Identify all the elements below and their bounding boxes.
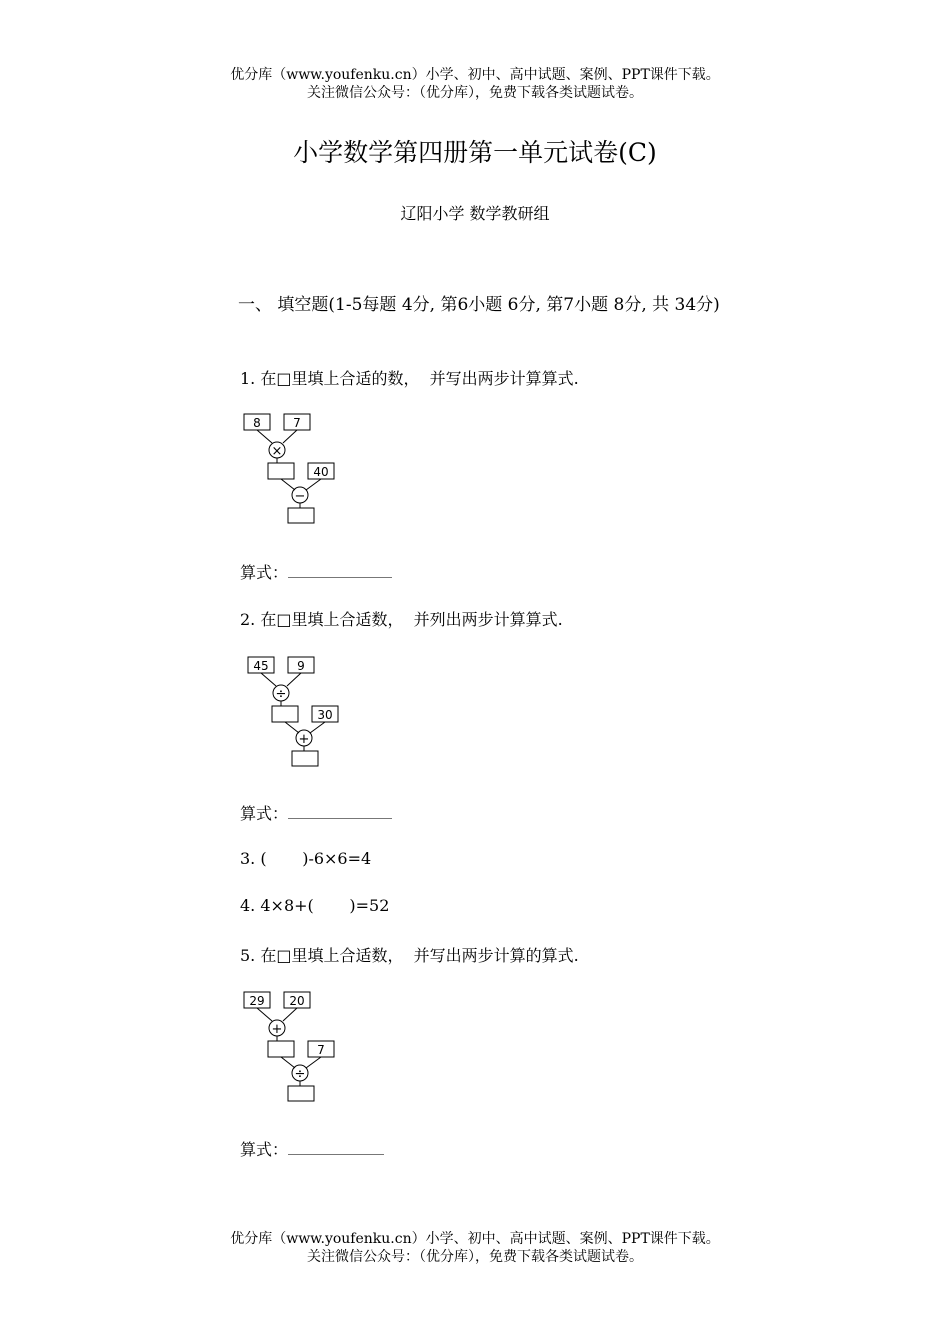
q2-top-left-value: 45 bbox=[253, 659, 269, 673]
q1-final-answer-box bbox=[288, 508, 314, 523]
q5-operator-1: + bbox=[271, 1022, 283, 1037]
q1-operator-1: × bbox=[271, 444, 283, 459]
q5-middle-answer-box bbox=[268, 1041, 294, 1057]
question-1-text: 1. 在□里填上合适的数， 并写出两步计算算式. bbox=[240, 369, 579, 388]
section-heading: 一、 填空题(1-5每题 4分, 第6小题 6分, 第7小题 8分, 共 34分) bbox=[238, 295, 720, 315]
question-5-diagram bbox=[240, 990, 340, 1102]
question-4-text: 4. 4×8+( )=52 bbox=[240, 896, 390, 915]
q1-top-left-value: 8 bbox=[253, 416, 261, 430]
q5-formula-blank[interactable] bbox=[288, 1140, 384, 1155]
q5-top-left-value: 29 bbox=[249, 994, 265, 1008]
question-2-formula-row bbox=[240, 801, 392, 824]
q2-operator-1: ÷ bbox=[275, 687, 287, 702]
q1-top-right-value: 7 bbox=[293, 416, 301, 430]
q2-operator-2: + bbox=[298, 732, 310, 747]
page-title: 小学数学第四册第一单元试卷(C) bbox=[293, 138, 657, 167]
formula-label: 算式： bbox=[240, 1140, 289, 1159]
question-5-formula-row bbox=[240, 1137, 384, 1160]
header-line-2: 关注微信公众号：（优分库），免费下载各类试题试卷。 bbox=[307, 85, 643, 101]
header-line-1: 优分库（www.youfenku.cn）小学、初中、高中试题、案例、PPT课件下载。 bbox=[230, 67, 720, 83]
q5-top-right-value: 20 bbox=[289, 994, 305, 1008]
q2-top-right-value: 9 bbox=[297, 659, 305, 673]
question-1-diagram bbox=[240, 412, 340, 524]
footer-line-2: 关注微信公众号：（优分库），免费下载各类试题试卷。 bbox=[307, 1249, 643, 1265]
formula-label: 算式： bbox=[240, 563, 289, 582]
q1-middle-answer-box bbox=[268, 463, 294, 479]
formula-label: 算式： bbox=[240, 804, 289, 823]
q2-formula-blank[interactable] bbox=[288, 804, 392, 819]
question-1-formula-row bbox=[240, 560, 392, 583]
q1-operator-2: − bbox=[294, 489, 306, 504]
q5-final-answer-box bbox=[288, 1086, 314, 1101]
question-2-text: 2. 在□里填上合适数， 并列出两步计算算式. bbox=[240, 610, 563, 629]
question-3-text: 3. ( )-6×6=4 bbox=[240, 849, 372, 868]
q5-side-value: 7 bbox=[317, 1043, 325, 1057]
question-5-text: 5. 在□里填上合适数， 并写出两步计算的算式. bbox=[240, 946, 579, 965]
q5-operator-2: ÷ bbox=[294, 1067, 306, 1082]
q2-middle-answer-box bbox=[272, 706, 298, 722]
q2-final-answer-box bbox=[292, 751, 318, 766]
q1-formula-blank[interactable] bbox=[288, 563, 392, 578]
q1-side-value: 40 bbox=[313, 465, 329, 479]
footer-line-1: 优分库（www.youfenku.cn）小学、初中、高中试题、案例、PPT课件下载。 bbox=[230, 1231, 720, 1247]
page-subtitle: 辽阳小学 数学教研组 bbox=[400, 204, 550, 223]
question-2-diagram bbox=[244, 655, 344, 767]
q2-side-value: 30 bbox=[317, 708, 333, 722]
